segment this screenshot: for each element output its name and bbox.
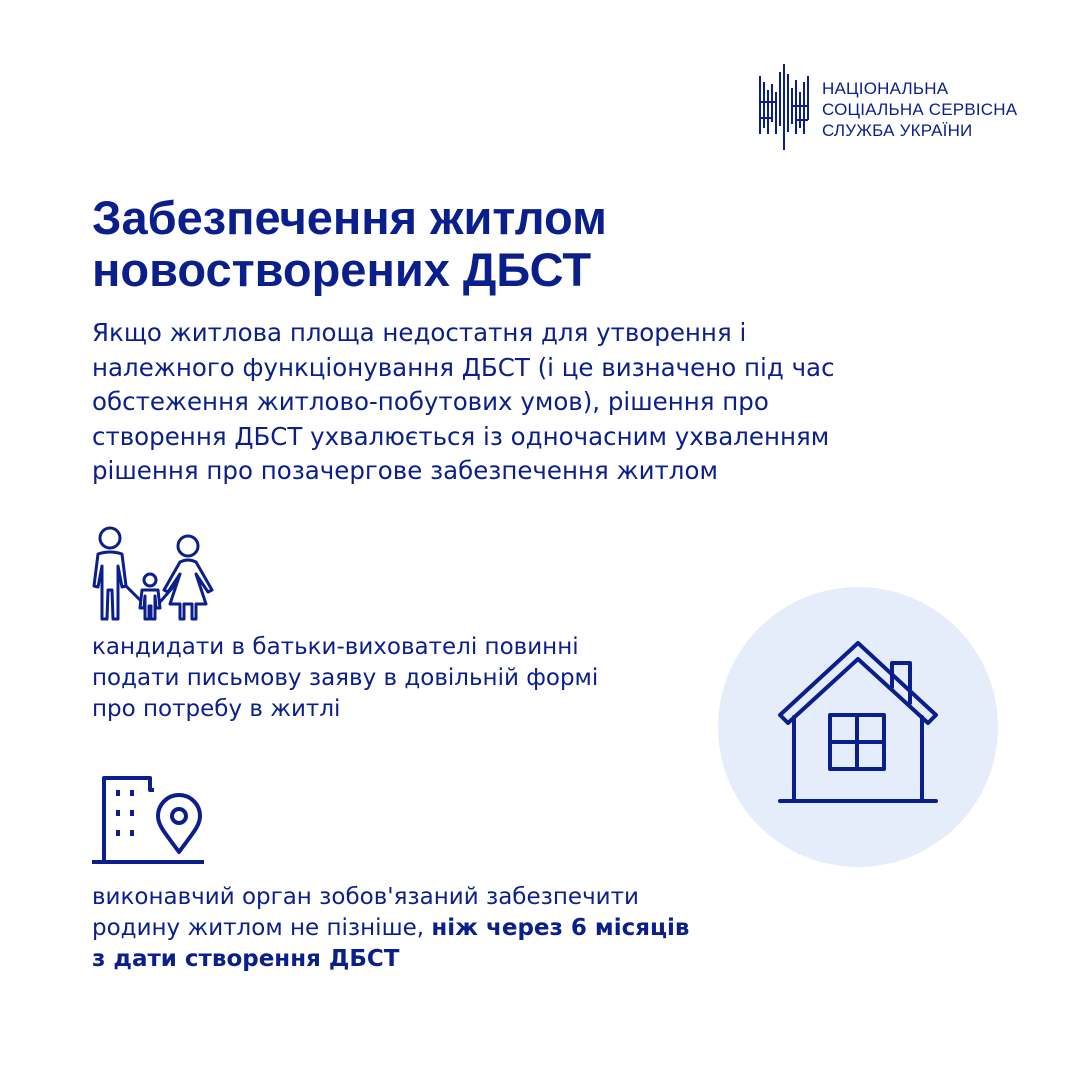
- intro-line: рішення про позачергове забезпечення житлом: [92, 456, 718, 485]
- intro-line: належного функціонування ДБСТ (і це визначено під час: [92, 352, 835, 382]
- deadline-highlight: з дати створення ДБСТ: [92, 946, 400, 972]
- note-line: [92, 913, 689, 944]
- nssu-logo-icon: [756, 62, 816, 152]
- note-text: родину житлом не пізніше,: [92, 915, 432, 941]
- brand-name-line: СЛУЖБА УКРАЇНИ: [822, 121, 973, 140]
- note-line: [92, 944, 689, 975]
- note-line: кандидати в батьки-вихователі повинні: [92, 634, 579, 660]
- note-line: виконавчий орган зобов'язаний забезпечити: [92, 884, 639, 910]
- page-title-line: Забезпечення житлом: [92, 191, 607, 244]
- brand-logo: [756, 62, 1056, 152]
- intro-line: обстеження житлово-побутових умов), рішення про: [92, 387, 769, 416]
- intro-line: Якщо житлова площа недостатня для утворення і: [92, 318, 747, 347]
- intro-line: створення ДБСТ ухвалюється із одночасним ухваленням: [92, 421, 830, 451]
- brand-name-line: НАЦІОНАЛЬНА: [822, 79, 949, 98]
- house-icon: [718, 587, 998, 867]
- page-title-line: новостворених ДБСТ: [92, 243, 592, 296]
- brand-name-line: СОЦІАЛЬНА СЕРВІСНА: [822, 100, 1018, 119]
- intro-paragraph: [92, 316, 912, 489]
- note-line: про потребу в житлі: [92, 696, 341, 722]
- note-line: подати письмову заяву в довільній формі: [92, 665, 599, 691]
- family-icon: [88, 524, 218, 622]
- candidates-note: [92, 632, 598, 725]
- page-title: [92, 192, 607, 296]
- house-illustration: [718, 587, 998, 867]
- deadline-highlight: ніж через 6 місяців: [431, 915, 690, 941]
- executive-body-note: [92, 882, 689, 975]
- brand-name: [822, 78, 1017, 141]
- building-location-icon: [90, 772, 210, 868]
